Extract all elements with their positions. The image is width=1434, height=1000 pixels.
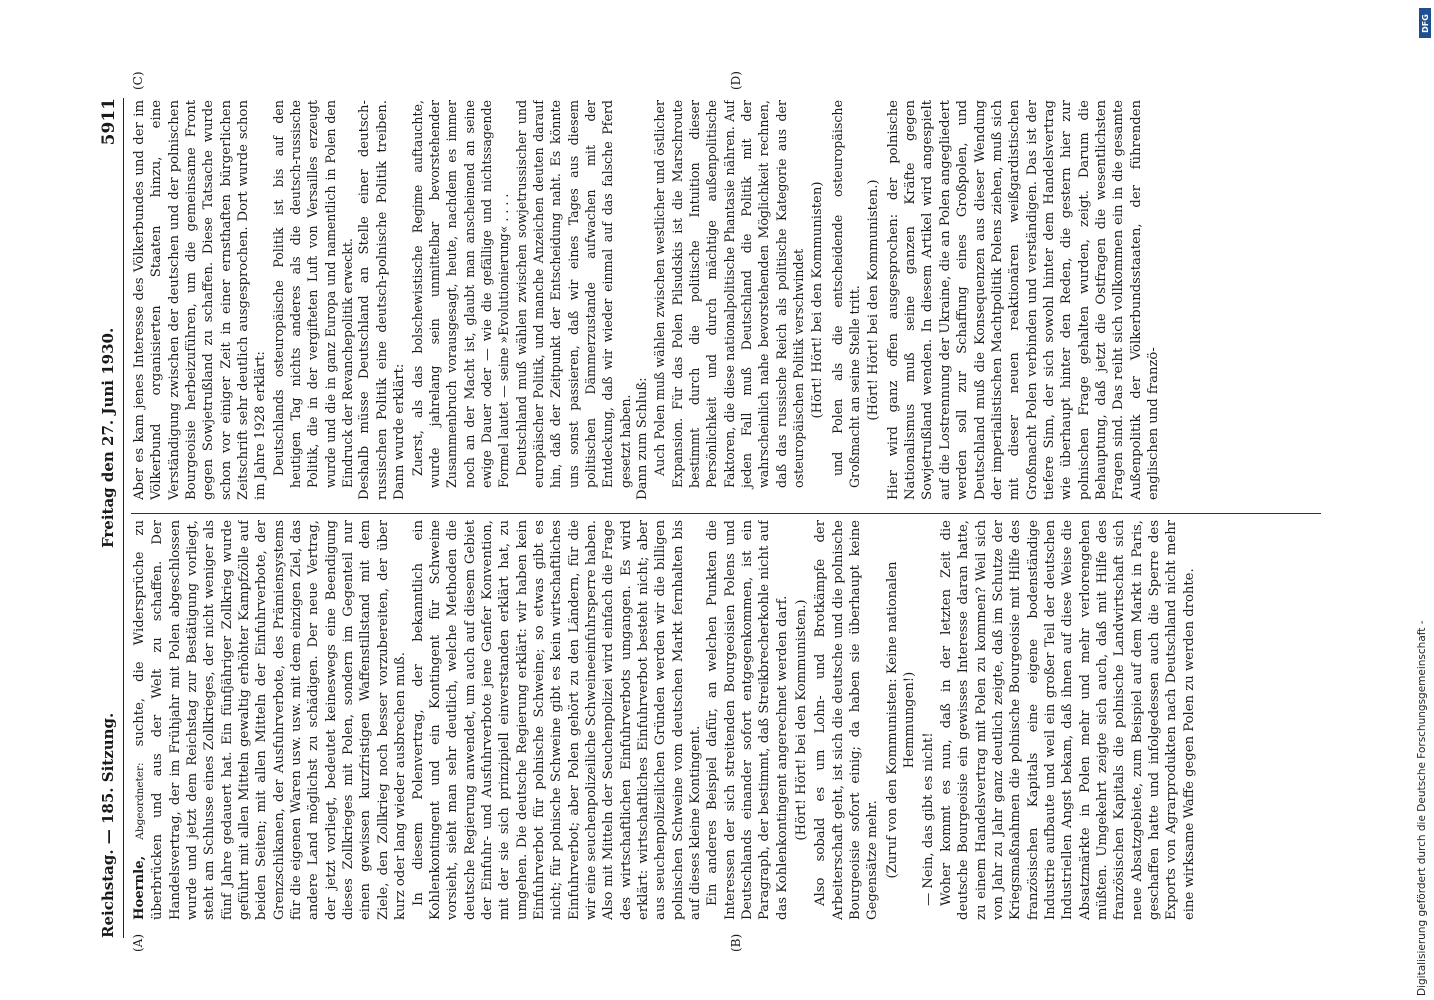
right-column (131, 100, 1331, 500)
quotation: Deutschlands osteuropäische Politik ist bis auf den heutigen Tag nichts anderes als die deutsch-russische Politik, die in der vergifteten Luft von Versailles erzeugt wurde und die in ganz Europa und namentlich in Polen den Eindruck der Revanchepolitik erweckt. (270, 100, 356, 488)
margin-letter-b: (B) (729, 933, 743, 952)
interjection: (Hört! Hört! bei den Kommunisten.) (794, 599, 810, 841)
quotation: und Polen als die entscheidende osteuropäische Großmacht an seine Stelle tritt. (829, 100, 863, 488)
page-number: 5911 (99, 98, 119, 146)
interjection: (Hört! Hört! bei den Kommunisten) (810, 181, 826, 419)
paragraph: In diesem Polenvertrag, der bekanntlich ein Kohlenkontingent und ein Kontingent für Schweine vorsieht, sieht man sehr deutlich, welche Methoden die deutsche Regierung anwendet, um auch auf diesem Gebiet der Einfuhr- und Ausfuhrverbote jene Genfer Konvention, mit der sie sich prinzipiell einverstanden erklärt hat, zu umgehen. Die deutsche Regierung erklärt: wir haben kein Einfuhrverbot für polnische Schweine; so etwas gibt es nicht; für polnische Schweine gibt es kein wirtschaftliches Einfuhrverbot; aber Polen gehört zu den Ländern, für die wir eine seuchenpolizeiliche Schweineeinfuhrsperre haben. Also mit Mitteln der Seuchenpolizei wird einfach die Frage des wirtschaftlichen Einfuhrverbots umgangen. Es wird erklärt: wirtschaftliches Einfuhrverbot besteht nicht; aber aus seuchenpolizeilichen Gründen werden wir die billigen polnischen Schweine vom deutschen Markt fernhalten bis auf dieses kleine Kontingent. (410, 520, 703, 920)
header-date: Freitag den 27. Juni 1930. (99, 327, 117, 548)
interjection: (Hört! Hört! bei den Kommunisten.) (866, 179, 882, 421)
dfg-logo: DFG (1419, 8, 1431, 38)
header-left: Reichstag. — 185. Sitzung. (99, 712, 117, 938)
running-head (97, 98, 124, 938)
speech-opening (131, 520, 410, 920)
interjection: (Zuruf von den Kommunisten: Keine nationalen Hemmungen!) (884, 561, 918, 879)
left-column (131, 520, 1331, 920)
paragraph: Hier wird ganz offen ausgesprochen: der polnische Nationalismus muß seine ganzen Kräfte gegen Sowjetrußland wenden. In diesem Artikel wird angespielt auf die Lostrennung der Ukraine, die an Polen angegliedert werden soll zur Schaffung eines Großpolen, und Deutschland muß die Konsequenzen aus dieser Wendung der imperialistischen Machtpolitik Polens ziehen, muß sich mit dieser neuen reaktionären weißgardistischen Großmacht Polen verbinden und verständigen. Das ist der tiefere Sinn, der sich sowohl hinter dem Handelsvertrag wie überhaupt hinter den Reden, die gestern hier zur polnischen Frage gehalten wurden, zeigt. Darum die Behauptung, daß jetzt die Ostfragen die wesentlichsten Fragen sind. Das reiht sich vollkommen ein in die gesamte Außenpolitik der Völkerbundsstaaten, der führenden englischen und franzö- (885, 100, 1161, 500)
quotation: Auch Polen muß wählen zwischen westlicher und östlicher Expansion. Für das Polen Pilsudskis ist die Marschroute bestimmt durch die politische Intuition dieser Persönlichkeit und durch mächtige außenpolitische Faktoren, die diese nationalpolitische Phantasie nähren. Auf jeden Fall muß Deutschland die Politik mit der wahrscheinlich nahe bevorstehenden Möglichkeit rechnen, daß das russische Reich als politische Kategorie aus der osteuropäischen Politik verschwindet (652, 100, 807, 488)
paragraph: Woher kommt es nun, daß in der letzten Zeit die deutsche Bourgeoisie ein gewisses Interesse daran hatte, zu einem Handelsvertrag mit Polen zu kommen? Weil sich von Jahr zu Jahr ganz deutlich zeigte, daß im Schutze der Kriegsmaßnahmen die polnische Bourgeoisie mit Hilfe des französischen Kapitals eine eigene bodenständige Industrie aufbaute und weil ein großer Teil der deutschen Industriellen Angst bekam, daß ihnen auf diese Weise die Absatzmärkte in Polen mehr und mehr verlorengehen müßten. Umgekehrt zeigte sich auch, daß mit Hilfe des französischen Kapitals die polnische Landwirtschaft sich neue Absatzgebiete, zum Beispiel auf dem Markt in Paris, geschaffen hatte und infolgedessen auch die Sperre des Exports von Agrarprodukten nach Deutschland nicht mehr eine wirksame Waffe gegen Polen zu werden drohte. (938, 520, 1197, 920)
paragraph: Ein anderes Beispiel dafür, an welchen Punkten die Interessen der sich streitenden Bourgeoisien Polens und Deutschlands einander sofort entgegenkommen, ist ein Paragraph, der bestimmt, daß Streikbrecherkohle nicht auf das Kohlenkontingent angerechnet werden darf. (705, 520, 790, 920)
paragraph: Aber es kam jenes Interesse des Völkerbundes und der im Völkerbund organisierten Staaten hinzu, eine Verständigung zwischen der deutschen und der polnischen Bourgeoisie herbeizuführen, um die gemeinsame Front gegen Sowjetrußland zu schaffen. Diese Tatsache wurde schon vor einiger Zeit in einer ernsthaften bürgerlichen Zeitschrift sehr deutlich ausgesprochen. Dort wurde schon im Jahre 1928 erklärt: (132, 100, 269, 500)
paragraph: Deshalb müsse Deutschland an Stelle einer deutsch-russischen Politik eine deutsch-polnische Politik treiben. Dann wurde erklärt: (357, 100, 408, 500)
opening-text: suchte, die Widersprüche zu überbrücken und aus der Welt zu schaffen. Der Handelsvertrag, der im Frühjahr mit Polen abgeschlossen wurde und jetzt dem Reichstag zur Bestätigung vorliegt, steht am Schlusse eines Zollkrieges, der nicht weniger als fünf Jahre gedauert hat. Ein fünfjähriger Zollkrieg wurde geführt mit allen Mitteln gewaltig erhöhter Kampfzölle auf beiden Seiten; mit allen Mitteln der Einfuhrverbote, der Grenzschikanen, der Ausfuhrverbote, des Prämiensystems für die eigenen Waren usw. usw. mit dem einzigen Ziel, das andere Land möglichst zu schädigen. Der neue Vertrag, der jetzt vorliegt, bedeutet keineswegs eine Beendigung dieses Zollkrieges mit Polen, sondern im Gegenteil nur einen gewissen kurzfristigen Waffenstillstand mit dem Ziele, den Zollkrieg noch besser vorzubereiten, der über kurz oder lang wieder ausbrechen muß. (132, 520, 409, 920)
paragraph: Dann zum Schluß: (634, 377, 650, 500)
margin-letter-a: (A) (131, 933, 145, 952)
paragraph: Also sobald es um Lohn- und Brotkämpfe der Arbeiterschaft geht, ist sich die deutsche und die polnische Bourgeoisie sofort einig; da haben sie überhaupt keine Gegensätze mehr. (813, 520, 881, 920)
speaker-name: Hoernle, (132, 855, 147, 920)
quotation: Deutschland muß wählen zwischen sowjetrussischer und europäischer Politik, und manche Anzeichen deuten darauf hin, daß der Zeitpunkt der Entscheidung naht. Es könnte uns sonst passieren, daß wir eines Tages aus diesem politischen Dämmerzustande aufwachen mit der Entdeckung, daß wir wieder einmal auf das falsche Pferd gesetzt haben. (513, 100, 633, 488)
column-divider (131, 513, 1321, 514)
speaker-role: Abgeordneter: (134, 762, 146, 840)
quotation: Zuerst, als das bolschewistische Regime auftauchte, wurde jahrelang sein unmittelbar bevorstehender Zusammenbruch vorausgesagt, heute, nachdem es immer noch an der Macht ist, glaubt man anscheinend an seine ewige Dauer oder — wie die gefällige und nichtssagende Formel lautet — seine »Evolutionierung« . . . . (409, 100, 512, 488)
margin-letter-c: (C) (131, 71, 145, 90)
paragraph: — Nein, das gibt es nicht! (921, 732, 937, 906)
margin-letter-d: (D) (729, 71, 743, 90)
digitization-credit: Digitalisierung gefördert durch die Deutsche Forschungsgemeinschaft - (1416, 620, 1428, 996)
rotated-page (97, 71, 1342, 952)
